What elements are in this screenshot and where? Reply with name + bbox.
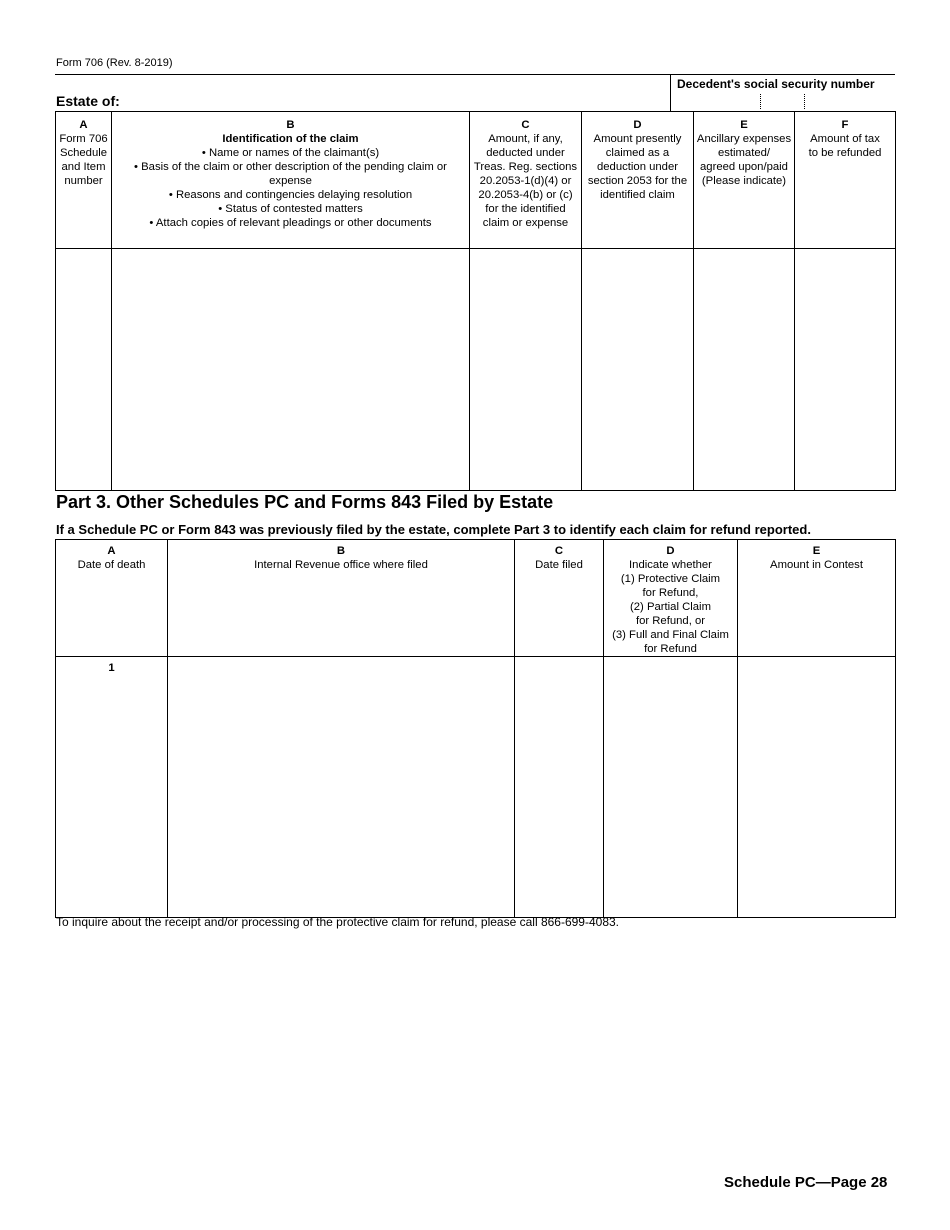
column-d-header: D Indicate whether (1) Protective Claim for Refund, (2) Partial Claim for Refund, or (3) Full and Final Claim for Refund xyxy=(604,540,738,657)
column-b-header: B Internal Revenue office where filed xyxy=(168,540,515,657)
cell-irs-office[interactable] xyxy=(168,657,515,918)
estate-label: Estate of: xyxy=(56,93,120,109)
previous-filings-header xyxy=(56,540,896,657)
cell-amount-deducted[interactable] xyxy=(470,249,582,491)
column-c-header: C Date filed xyxy=(515,540,604,657)
cell-schedule-item[interactable] xyxy=(56,249,112,491)
part3-title: Part 3. Other Schedules PC and Forms 843 Filed by Estate xyxy=(56,492,554,512)
row-number: 1 xyxy=(108,662,115,674)
column-d-header: D Amount presently claimed as a deduction under section 2053 for the identified claim xyxy=(582,112,694,249)
page-label: Schedule PC—Page 28 xyxy=(724,1174,888,1191)
previous-filings-table xyxy=(55,539,896,918)
ssn-label: Decedent's social security number xyxy=(677,77,875,91)
cell-claim-identification[interactable] xyxy=(112,249,470,491)
inquiry-note: To inquire about the receipt and/or processing of the protective claim for refund, please call 866-699-4083. xyxy=(56,915,620,929)
column-a-header: A Form 706 Schedule and Item number xyxy=(56,112,112,249)
cell-ancillary-expenses[interactable] xyxy=(694,249,795,491)
column-c-header: C Amount, if any, deducted under Treas. Reg. sections 20.2053-1(d)(4) or 20.2053-4(b) or (c) for the identified claim or expense xyxy=(470,112,582,249)
ssn-separator xyxy=(804,94,805,109)
ssn-separator xyxy=(760,94,761,109)
column-e-header: E Ancillary expenses estimated/ agreed upon/paid (Please indicate) xyxy=(694,112,795,249)
column-b-header: B Identification of the claim • Name or names of the claimant(s) • Basis of the claim or other description of the pending claim or expense • Reasons and contingencies delaying resolution • Status of contested matters • Attach copies of relevant pleadings or other documents xyxy=(112,112,470,249)
claims-table-entry-row xyxy=(56,249,896,491)
cell-date-of-death[interactable] xyxy=(56,657,168,918)
previous-filings-entry-row xyxy=(56,657,896,918)
cell-amount-claimed[interactable] xyxy=(582,249,694,491)
cell-tax-refunded[interactable] xyxy=(795,249,896,491)
column-e-header: E Amount in Contest xyxy=(738,540,896,657)
part3-instruction: If a Schedule PC or Form 843 was previously filed by the estate, complete Part 3 to identify each claim for refund reported. xyxy=(56,522,811,537)
cell-date-filed[interactable] xyxy=(515,657,604,918)
form-revision: Form 706 (Rev. 8-2019) xyxy=(56,57,173,69)
claims-table xyxy=(55,111,896,491)
column-f-header: F Amount of tax to be refunded xyxy=(795,112,896,249)
cell-claim-type[interactable] xyxy=(604,657,738,918)
column-a-header: A Date of death xyxy=(56,540,168,657)
claims-table-header xyxy=(56,112,896,249)
cell-amount-in-contest[interactable] xyxy=(738,657,896,918)
